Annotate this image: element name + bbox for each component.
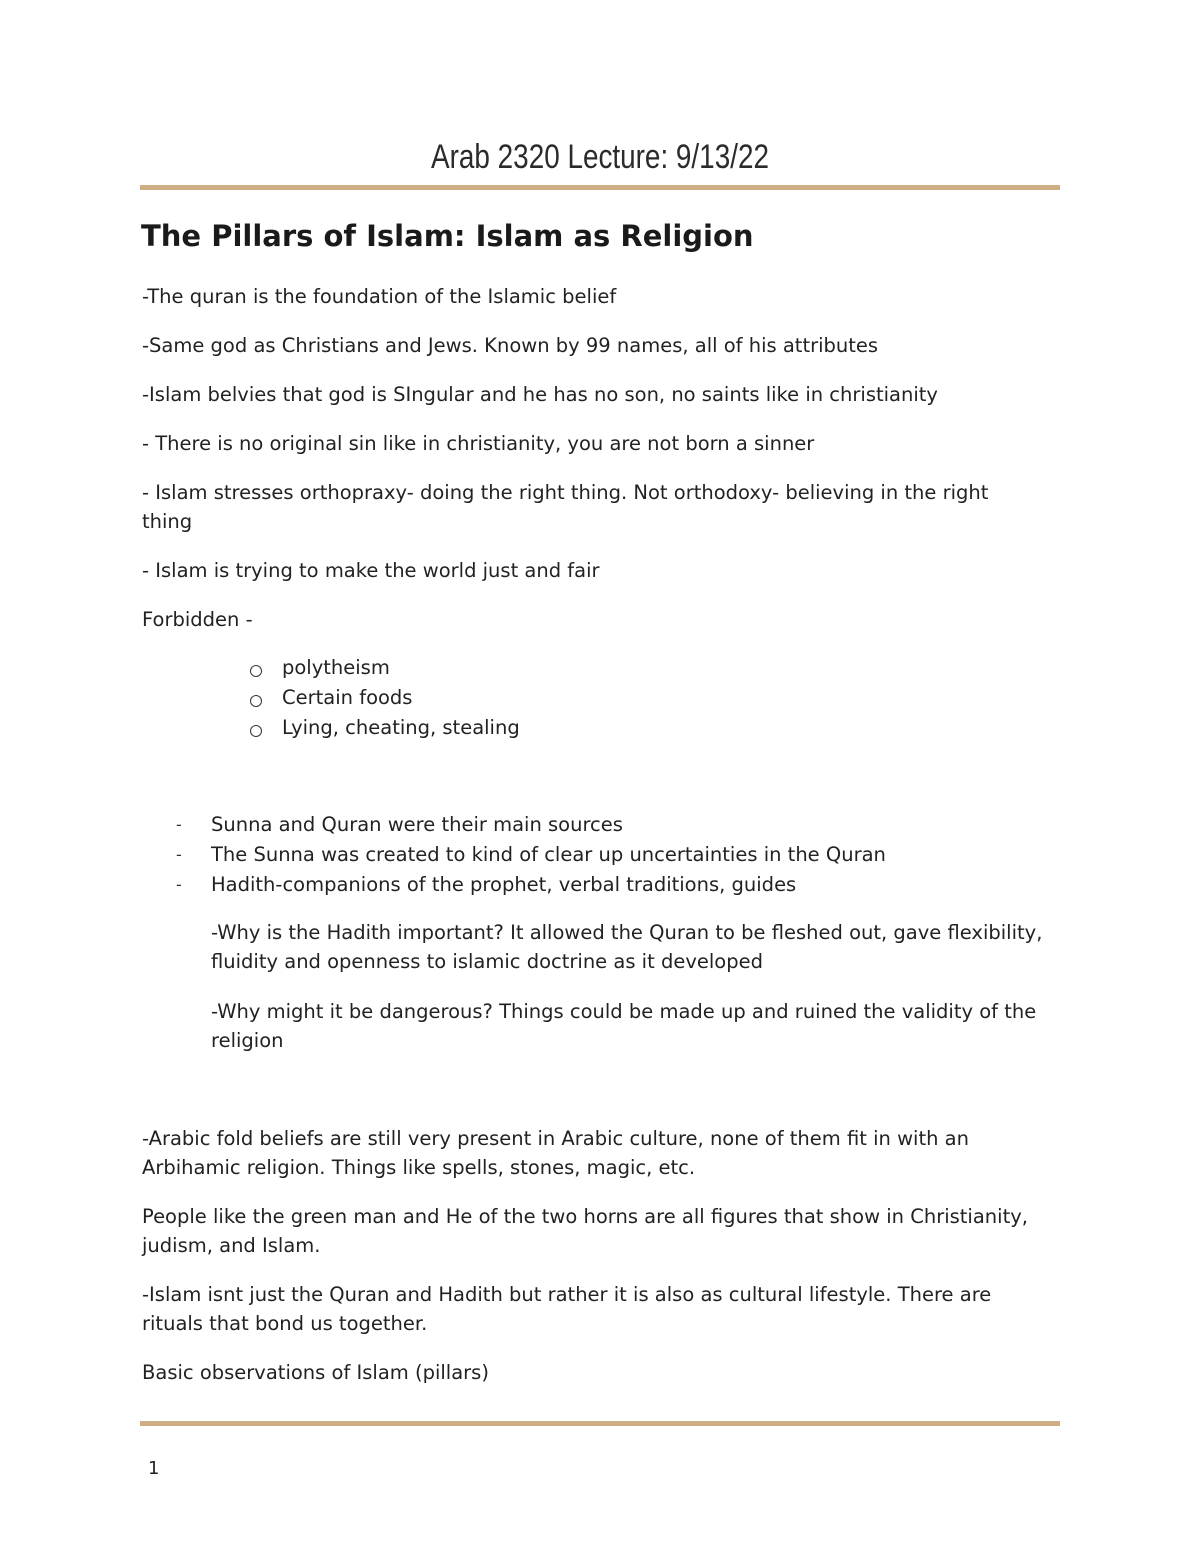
paragraph-green-man-line1: People like the green man and He of the two horns are all figures that show in Christianity, <box>142 1205 1028 1228</box>
paragraph-hadith-dangerous-line1: -Why might it be dangerous? Things could be made up and ruined the validity of the <box>211 1000 1037 1023</box>
dash-bullet: - <box>176 845 182 864</box>
paragraph-just-fair: - Islam is trying to make the world just and fair <box>142 559 600 582</box>
forbidden-item: Certain foods <box>282 686 413 709</box>
paragraph-original-sin: - There is no original sin like in christianity, you are not born a sinner <box>142 432 815 455</box>
dash-item: Hadith-companions of the prophet, verbal traditions, guides <box>211 873 797 896</box>
dash-bullet: - <box>176 875 182 894</box>
paragraph-singular-god: -Islam belvies that god is SIngular and he has no son, no saints like in christianity <box>142 383 938 406</box>
dash-bullet: - <box>176 815 182 834</box>
paragraph-hadith-important-line1: -Why is the Hadith important? It allowed the Quran to be fleshed out, gave flexibility, <box>211 921 1043 944</box>
forbidden-item: polytheism <box>282 656 390 679</box>
document-title: Arab 2320 Lecture: 9/13/22 <box>431 138 769 176</box>
forbidden-label: Forbidden - <box>142 608 253 631</box>
paragraph-hadith-important-line2: fluidity and openness to islamic doctrine as it developed <box>211 950 763 973</box>
page-number: 1 <box>148 1458 160 1479</box>
paragraph-orthopraxy-line2: thing <box>142 510 193 533</box>
paragraph-green-man-line2: judism, and Islam. <box>142 1234 321 1257</box>
paragraph-orthopraxy-line1: - Islam stresses orthopraxy- doing the right thing. Not orthodoxy- believing in the right <box>142 481 989 504</box>
section-heading: The Pillars of Islam: Islam as Religion <box>141 219 754 253</box>
paragraph-quran-foundation: -The quran is the foundation of the Islamic belief <box>142 285 617 308</box>
paragraph-folk-beliefs-line1: -Arabic fold beliefs are still very present in Arabic culture, none of them fit in with an <box>142 1127 969 1150</box>
dash-item: Sunna and Quran were their main sources <box>211 813 623 836</box>
circle-bullet-icon <box>250 692 262 711</box>
paragraph-same-god: -Same god as Christians and Jews. Known by 99 names, all of his attributes <box>142 334 879 357</box>
circle-bullet-icon <box>250 722 262 741</box>
paragraph-lifestyle-line2: rituals that bond us together. <box>142 1312 428 1335</box>
circle-bullet-icon <box>250 662 262 681</box>
forbidden-item: Lying, cheating, stealing <box>282 716 520 739</box>
paragraph-lifestyle-line1: -Islam isnt just the Quran and Hadith but rather it is also as cultural lifestyle. There are <box>142 1283 992 1306</box>
paragraph-folk-beliefs-line2: Arbihamic religion. Things like spells, stones, magic, etc. <box>142 1156 696 1179</box>
header-rule <box>140 185 1060 190</box>
footer-rule <box>140 1421 1060 1426</box>
paragraph-basic-observations: Basic observations of Islam (pillars) <box>142 1361 489 1384</box>
dash-item: The Sunna was created to kind of clear up uncertainties in the Quran <box>211 843 886 866</box>
paragraph-hadith-dangerous-line2: religion <box>211 1029 284 1052</box>
